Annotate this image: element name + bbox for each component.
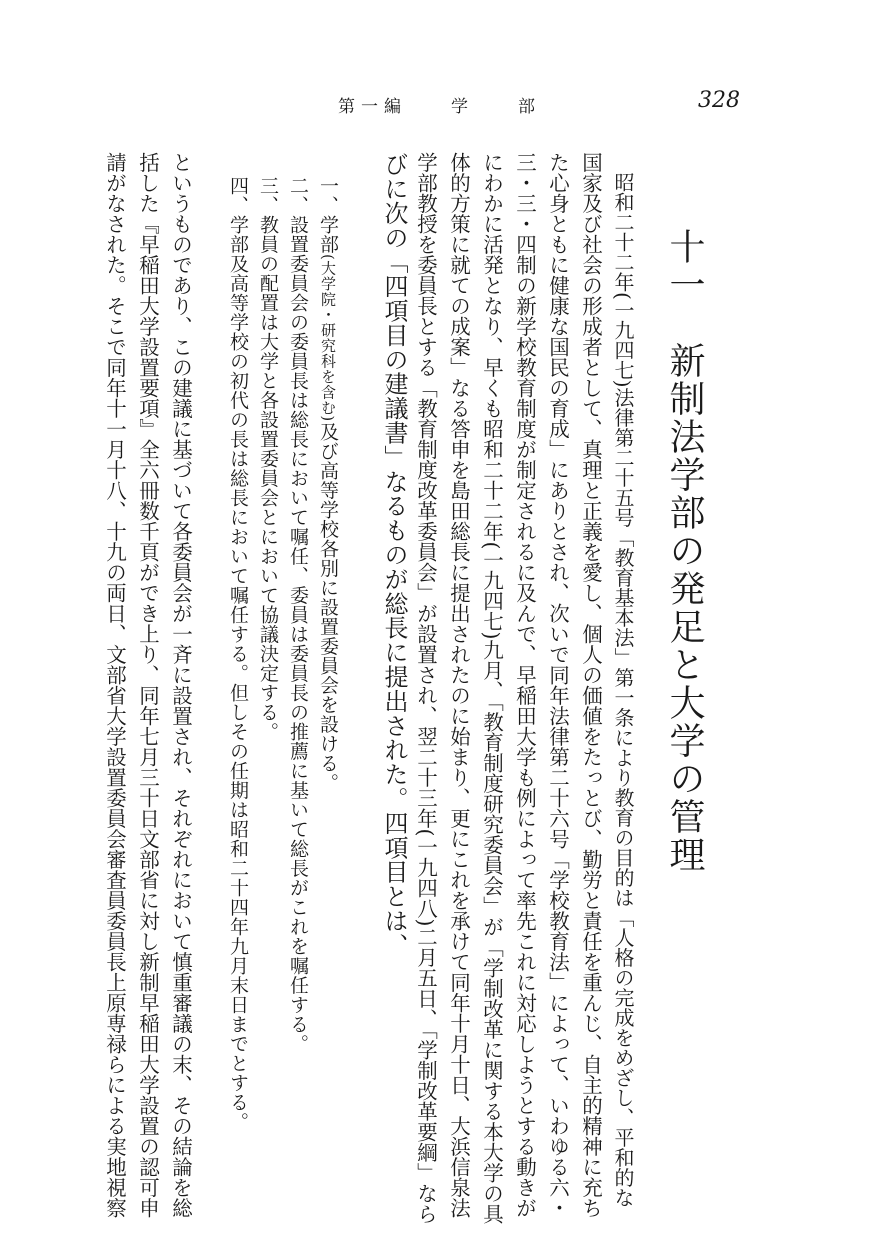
running-head-part1: 学: [451, 97, 474, 117]
body-line-9: というものであり、この建議に基づいて各委員会が一斉に設置され、それぞれにおいて慎重審議の末、その結論を総: [168, 152, 193, 1218]
body-line-8: びに次の「四項目の建議書」なるものが総長に提出された。四項目とは、: [380, 152, 408, 958]
body-line-7: 学部教授を委員長とする「教育制度改革委員会」が設置され、翌二十三年(一九四八)二月五日、「学制改革要綱」なら: [413, 152, 438, 1224]
running-head: [338, 92, 541, 117]
list-item-2-text: 二、設置委員会の委員長は総長において嘱任、委員は委員長の推薦に基いて総長がこれを嘱任する。: [287, 176, 309, 1054]
list-item-4: [228, 176, 247, 1132]
body-line-6: 体的方策に就ての成案」なる答申を島田総長に提出されたのに始まり、更にこれを承けて同年十月十日、大浜信泉法: [446, 152, 471, 1218]
page-number: 328: [698, 88, 740, 113]
chapter-title: 十一 新制法学部の発足と大学の管理: [664, 228, 705, 874]
body-line-5: にわかに活発となり、早くも昭和二十二年(一九四七)九月、「教育制度研究委員会」が「学制改革に関する本大学の具: [479, 152, 504, 1224]
list-item-3: [258, 176, 277, 742]
list-item-4-text: 四、学部及高等学校の初代の長は総長において嘱任する。但しその任期は昭和二十四年九月末日までとする。: [227, 176, 249, 1132]
body-line-11: 請がなされた。そこで同年十一月十八、十九の両日、文部省大学設置委員会審査員委員長上原専禄らによる実地視察: [102, 152, 127, 1218]
body-line-3: た心身ともに健康な国民の育成」にありとされ、次いで同年法律第二十六号「学校教育法」によって、いわゆる六・: [545, 152, 570, 1218]
list-item-1: [318, 176, 337, 792]
list-item-3-text: 三、教員の配置は大学と各設置委員会とにおいて協議決定する。: [257, 176, 279, 742]
body-line-4: 三・三・四制の新学校教育制度が制定されるに及んで、早稲田大学も例によって率先これに対応しようとする動きが: [512, 152, 537, 1218]
body-line-10: 括した『早稲田大学設置要項』全六冊数千頁ができ上り、同年七月三十日文部省に対し新制早稲田大学設置の認可申: [135, 152, 160, 1218]
body-line-1: 昭和二十二年(一九四七)法律第二十五号「教育基本法」第一条により教育の目的は「人格の完成をめざし、平和的な: [611, 152, 635, 1208]
running-head-part2: 部: [518, 97, 541, 117]
list-item-1-note: (大学院・研究科を含む): [319, 254, 337, 422]
body-line-2: 国家及び社会の形成者として、真理と正義を愛し、個人の価値をたっとび、勤労と責任を重んじ、自主的精神に充ち: [578, 152, 603, 1218]
list-item-1-text: 一、学部: [317, 176, 339, 254]
running-head-section: 第一編: [338, 97, 407, 117]
list-item-1-text-rest: 及び高等学校各別に設置委員会を設ける。: [317, 421, 339, 793]
list-item-2: [288, 176, 307, 1054]
